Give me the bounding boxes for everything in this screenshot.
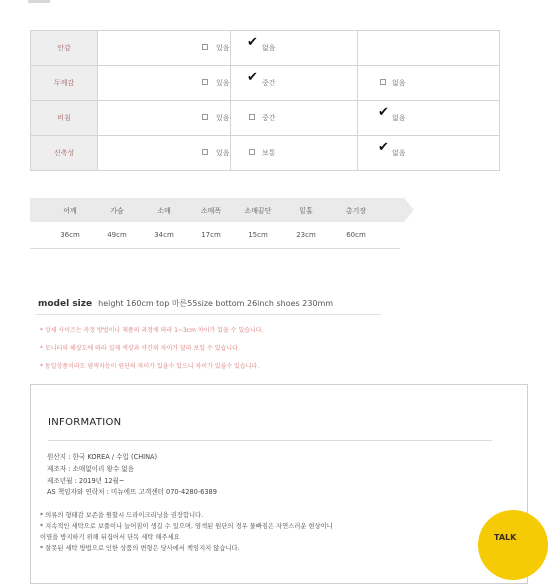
option-label: 없음	[392, 114, 406, 122]
size-value: 15cm	[248, 231, 268, 239]
option-label: 중간	[262, 114, 276, 122]
size-value: 60cm	[346, 231, 366, 239]
option-label: 있음	[216, 149, 230, 157]
information-title: INFORMATION	[48, 417, 122, 428]
checkbox[interactable]	[202, 114, 208, 120]
option-label: 없음	[262, 44, 276, 52]
color-note: * 모니터의 해상도에 따라 실제 색상과 약간의 차이가 달라 보일 수 있습니다.	[40, 345, 240, 352]
option-label: 없음	[392, 149, 406, 157]
size-value: 49cm	[107, 231, 127, 239]
talk-chat-button[interactable]	[478, 510, 548, 580]
attr-row-sheerness	[31, 101, 500, 136]
model-size-label: model size	[38, 299, 93, 309]
care-line: 이염을 방지하기 위해 뒤집어서 단독 세탁 해주세요	[40, 534, 180, 541]
checkbox[interactable]	[249, 114, 255, 120]
attr-label: 신축성	[31, 136, 98, 171]
attr-row-thickness	[31, 66, 500, 101]
size-value: 36cm	[60, 231, 80, 239]
check-mark-icon[interactable]: ✔	[247, 35, 258, 50]
check-mark-icon[interactable]: ✔	[247, 70, 258, 85]
checkbox[interactable]	[380, 79, 386, 85]
option-label: 있음	[216, 79, 230, 87]
size-header: 소매	[157, 207, 171, 215]
checkbox[interactable]	[202, 79, 208, 85]
info-origin: 원산지 : 한국 KOREA / 수입 (CHINA)	[47, 453, 158, 461]
model-divider	[36, 314, 381, 315]
info-manufacture-date: 제조년월 : 2019년 12월~	[47, 477, 125, 485]
fabric-attribute-table	[30, 30, 500, 171]
dye-note: * 동일상품이라도 염색차등이 원단의 차이가 있을수 있으니 차이가 있을수 있습니다.	[40, 363, 260, 370]
attr-row-lining	[31, 31, 500, 66]
option-label: 있음	[216, 114, 230, 122]
attr-row-stretch	[31, 136, 500, 171]
size-header: 밑홀	[299, 207, 313, 215]
information-divider	[48, 440, 492, 441]
option-label: 없음	[392, 79, 406, 87]
checkbox[interactable]	[202, 149, 208, 155]
size-note: * 상세 사이즈는 측정 방법이나 제품의 과정에 따라 1~3cm 차이가 있을 수 있습니다.	[40, 327, 264, 334]
care-line: * 잘못된 세탁 방법으로 인한 상품의 변형은 당사에서 책임지지 않습니다.	[40, 545, 240, 552]
attr-label: 두께감	[31, 66, 98, 101]
top-divider	[28, 0, 50, 3]
info-as-contact: AS 책임자와 연락처 : 미뉴에뜨 고객센터 070-4280-6389	[47, 488, 217, 496]
check-mark-icon[interactable]: ✔	[378, 140, 389, 155]
info-manufacturer: 제조자 : 소매없이리 왕수 없음	[47, 465, 135, 473]
size-value: 17cm	[201, 231, 221, 239]
checkbox[interactable]	[202, 44, 208, 50]
model-size	[38, 298, 333, 309]
size-header: 가슴	[110, 207, 124, 215]
care-line: * 의류의 형태감 보존을 원할시 드라이크리닝을 권장합니다.	[40, 512, 204, 519]
size-value: 23cm	[296, 231, 316, 239]
size-header: 소매끝단	[244, 207, 272, 215]
size-divider	[30, 248, 400, 249]
talk-label: TALK	[494, 533, 517, 542]
option-label: 보통	[262, 149, 276, 157]
size-value: 34cm	[154, 231, 174, 239]
attr-label: 비침	[31, 101, 98, 136]
model-size-details: height 160cm top 마른55size bottom 26inch shoes 230mm	[98, 299, 334, 308]
care-line: * 지속적인 세탁으로 보풀이나 늘어짐이 생길 수 있으며, 염색된 원단의 경우 물빠짐은 자연스러운 현상이니	[40, 523, 333, 530]
size-header: 소매폭	[200, 207, 222, 215]
checkbox[interactable]	[249, 149, 255, 155]
option-label: 있음	[216, 44, 230, 52]
size-header: 총기장	[345, 207, 367, 215]
check-mark-icon[interactable]: ✔	[378, 105, 389, 120]
size-header: 어깨	[63, 207, 77, 215]
attr-label: 안감	[31, 31, 98, 66]
option-label: 중간	[262, 79, 276, 87]
